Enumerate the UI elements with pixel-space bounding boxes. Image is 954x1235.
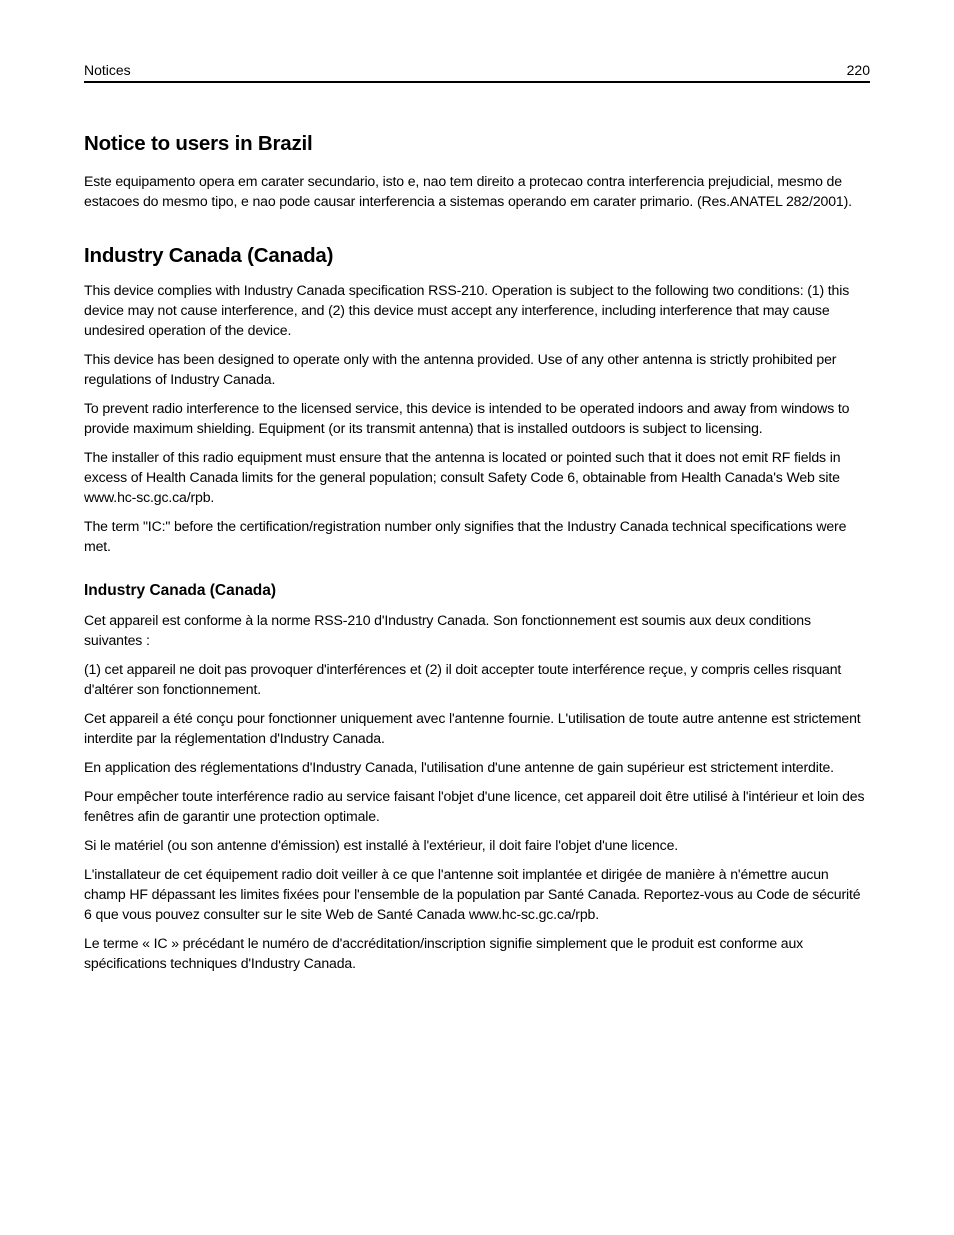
paragraph: To prevent radio interference to the licensed service, this device is intended to be operated indoors and away from windows to provide maximum shielding. Equipment (or its transmit antenna) that is installed outdoors is subject to licensing. [84, 400, 850, 436]
section-industry-canada-en [84, 242, 870, 556]
industry-canada-fr-body [84, 610, 870, 973]
section-title-industry-canada: Industry Canada (Canada) [84, 244, 334, 267]
header-section-name: Notices [84, 62, 131, 78]
paragraph: The term "IC:" before the certification/registration number only signifies that the Industry Canada technical specifications were met. [84, 518, 847, 554]
brazil-paragraph: Este equipamento opera em carater secundario, isto e, nao tem direito a protecao contra interferencia prejudicial, mesmo de estacoes do mesmo tipo, e nao pode causar interferencia a sistemas operando em carater primario. (Res.ANATEL 282/2001). [84, 173, 852, 209]
paragraph: This device complies with Industry Canada specification RSS-210. Operation is subject to the following two conditions: (1) this device may not cause interference, and (2) this device must accept any interference, including interference that may cause undesired operation of the device. [84, 282, 850, 338]
running-header [84, 60, 870, 83]
paragraph: En application des réglementations d'Industry Canada, l'utilisation d'une antenne de gain supérieur est strictement interdite. [84, 759, 834, 775]
paragraph: This device has been designed to operate only with the antenna provided. Use of any other antenna is strictly prohibited per regulations of Industry Canada. [84, 351, 837, 387]
page-number: 220 [846, 62, 870, 78]
section-title-brazil: Notice to users in Brazil [84, 132, 313, 155]
paragraph: Le terme « IC » précédant le numéro de d'accréditation/inscription signifie simplement que le produit est conforme aux spécifications techniques d'Industry Canada. [84, 935, 804, 971]
paragraph: Si le matériel (ou son antenne d'émission) est installé à l'extérieur, il doit faire l'objet d'une licence. [84, 837, 679, 853]
section-brazil [84, 130, 870, 211]
page-content [84, 130, 870, 982]
subsection-title-industry-canada: Industry Canada (Canada) [84, 582, 277, 599]
industry-canada-en-body [84, 280, 870, 556]
section-industry-canada-fr [84, 580, 870, 973]
paragraph: Cet appareil est conforme à la norme RSS-210 d'Industry Canada. Son fonctionnement est soumis aux deux conditions suivantes : [84, 612, 811, 648]
paragraph: Pour empêcher toute interférence radio au service faisant l'objet d'une licence, cet appareil doit être utilisé à l'intérieur et loin des fenêtres afin de garantir une protection optimale. [84, 788, 865, 824]
paragraph: The installer of this radio equipment must ensure that the antenna is located or pointed such that it does not emit RF fields in excess of Health Canada limits for the general population; consult Safety Code 6, obtainable from Health Canada's Web site www.hc-sc.gc.ca/rpb. [84, 449, 841, 505]
paragraph: (1) cet appareil ne doit pas provoquer d'interférences et (2) il doit accepter toute interférence reçue, y compris celles risquant d'altérer son fonctionnement. [84, 661, 842, 697]
paragraph: Cet appareil a été conçu pour fonctionner uniquement avec l'antenne fournie. L'utilisation de toute autre antenne est strictement interdite par la réglementation d'Industry Canada. [84, 710, 861, 746]
paragraph: L'installateur de cet équipement radio doit veiller à ce que l'antenne soit implantée et dirigée de manière à n'émettre aucun champ HF dépassant les limites fixées pour l'ensemble de la population par Santé Canada. Reportez-vous au Code de sécurité 6 que vous pouvez consulter sur le site Web de Santé Canada www.hc-sc.gc.ca/rpb. [84, 866, 861, 922]
